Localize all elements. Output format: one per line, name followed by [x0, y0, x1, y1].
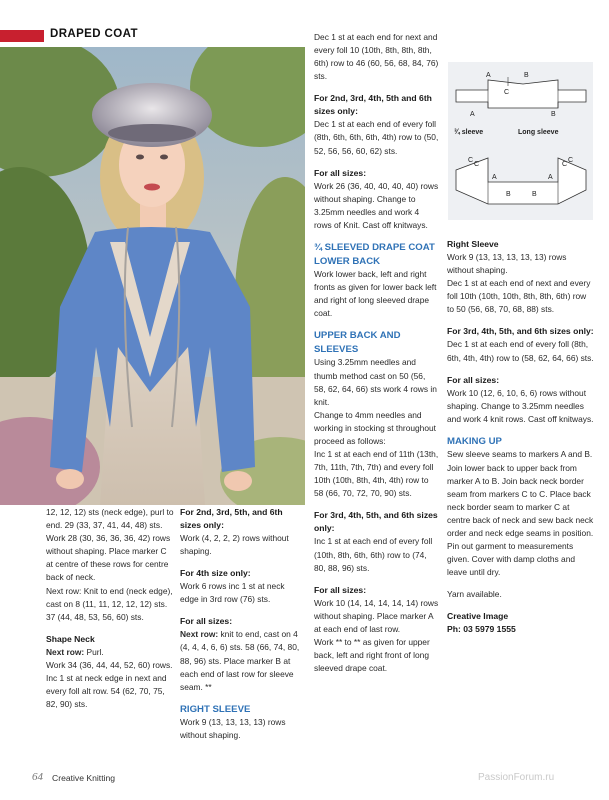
section-heading: For all sizes:	[180, 616, 233, 627]
section-heading: For 2nd, 3rd, 5th, and 6th sizes only:	[180, 507, 283, 530]
section-heading: RIGHT SLEEVE	[180, 703, 251, 715]
text-column-2	[180, 506, 305, 743]
paragraph: Change to 4mm needles and working in stocking st throughout proceed as follows:	[314, 409, 436, 446]
section-heading: For all sizes:	[447, 374, 500, 385]
diagram-label-b-3: B	[506, 191, 511, 198]
section-heading: For 4th size only:	[180, 568, 251, 579]
paragraph: Dec 1 st at each end for next and every foll 10 (10th, 8th, 8th, 8th, 6th) row to 46 (60, 56, 68, 84, 76) sts.	[314, 32, 439, 82]
diagram-label-c-3: C	[468, 157, 474, 164]
credit-heading: Creative Image	[447, 611, 509, 622]
section-heading: For 3rd, 4th, 5th, and 6th sizes only:	[447, 326, 594, 337]
paragraph	[46, 646, 174, 659]
diagram-label-c: C	[504, 89, 510, 96]
paragraph: Inc 1 st at each end of every foll (10th, 8th, 6th, 6th) row to (74, 80, 88, 96) sts.	[314, 536, 433, 573]
diagram-label-a-2: A	[470, 111, 475, 118]
page-title: DRAPED COAT	[50, 28, 138, 40]
diagram-label-a-3: A	[492, 174, 497, 181]
section-heading: For 2nd, 3rd, 4th, 5th and 6th sizes only:	[314, 93, 432, 117]
paragraph: Next row: Knit to end (neck edge), cast on 8 (11, 11, 12, 12, 12) sts. 37 (44, 48, 53, 56, 60) sts.	[46, 585, 173, 622]
credit-phone: Ph: 03 5979 1555	[447, 624, 516, 635]
paragraph: Work 10 (14, 14, 14, 14, 14) rows without shaping. Place marker A at each end of last row.	[314, 597, 439, 634]
paragraph: Work 26 (36, 40, 40, 40, 40) rows without shaping. Change to 3.25mm needles and work 4 rows of Knit. Cast off knitways.	[314, 180, 439, 230]
paragraph: Work 10 (12, 6, 10, 6, 6) rows without shaping. Change to 3.25mm needles and work 4 knit rows. Cast off knitways.	[447, 387, 594, 424]
diagram-label-b-4: B	[532, 191, 537, 198]
paragraph: Yarn available.	[447, 589, 502, 600]
paragraph: 12, 12, 12) sts (neck edge), purl to end. 29 (33, 37, 41, 44, 48) sts.	[46, 507, 174, 531]
diagram-label-c-6: C	[568, 157, 574, 164]
diagram-label-a: A	[486, 72, 491, 79]
text-column-1	[46, 506, 174, 711]
watermark: PassionForum.ru	[478, 772, 555, 783]
section-heading: UPPER BACK AND SLEEVES	[314, 330, 401, 355]
section-heading: For 3rd, 4th, 5th, and 6th sizes only:	[314, 510, 438, 534]
section-heading: MAKING UP	[447, 435, 502, 447]
section-heading: ¾ SLEEVED DRAPE COAT LOWER BACK	[314, 242, 435, 267]
header-accent-bar	[0, 30, 44, 42]
paragraph: Dec 1 st at each end of every foll (8th, 6th, 4th, 4th) row to (58, 62, 64, 66) sts.	[447, 339, 594, 363]
paragraph: Work 9 (13, 13, 13, 13) rows without shaping.	[180, 717, 286, 741]
paragraph: Dec 1 st at each end of next and every foll 10th (10th, 10th, 8th, 8th, 6th) row to 50 (56, 68, 70, 68, 88) sts.	[447, 278, 591, 315]
magazine-name: Creative Knitting	[52, 773, 116, 783]
diagram-label-b: B	[524, 72, 529, 79]
paragraph: Sew sleeve seams to markers A and B. Join lower back to upper back from marker A to B. Join back neck border seam from markers C to C. Place back neck border seam to marker C at centre back of neck and sew back neck order and neck edge seams in position. Pin out garment to measurements given. Cover with damp cloths and leave until dry.	[447, 449, 594, 578]
short-sleeve-label: ¾ sleeve	[454, 129, 484, 136]
paragraph: Work ** to ** as given for upper back, left and right front of long sleeved drape coat.	[314, 637, 430, 674]
text-column-4	[447, 238, 595, 636]
paragraph: Inc 1 st at neck edge in next and every foll alt row. 54 (62, 70, 75, 82, 90) sts.	[46, 673, 167, 710]
paragraph: Work 34 (36, 44, 44, 52, 60) rows.	[46, 659, 173, 670]
paragraph-text: Purl.	[84, 646, 104, 657]
diagram-label-c-5: C	[562, 161, 568, 168]
paragraph: Dec 1 st at each end of every foll (8th, 6th, 6th, 6th, 4th) row to (50, 52, 56, 56, 60, 62) sts.	[314, 119, 439, 156]
bold-label: Next row:	[180, 629, 219, 640]
section-heading: For all sizes:	[314, 167, 367, 178]
section-heading: Shape Neck	[46, 633, 95, 644]
paragraph	[180, 628, 305, 693]
paragraph: Work 6 rows inc 1 st at neck edge in 3rd row (76) sts.	[180, 581, 285, 605]
page-number: 64	[32, 771, 43, 783]
paragraph: Work (4, 2, 2, 2) rows without shaping.	[180, 533, 289, 557]
paragraph: Inc 1 st at each end of 11th (13th, 7th, 11th, 7th, 7th) and every foll 10th (10th, 8th, 4th, 4th) row to 58 (66, 70, 72, 70, 90) sts.	[314, 449, 439, 499]
paragraph: Work 28 (30, 36, 36, 36, 42) rows without shaping. Place marker C at centre of these rows for centre back of neck.	[46, 533, 171, 583]
paragraph: Work 9 (13, 13, 13, 13, 13) rows without shaping.	[447, 252, 567, 276]
bold-label: Next row:	[46, 646, 85, 657]
long-sleeve-label: Long sleeve	[518, 129, 559, 136]
diagram-label-a-4: A	[548, 174, 553, 181]
diagram-label-c-4: C	[474, 161, 480, 168]
model-photo	[0, 47, 305, 505]
section-heading: Right Sleeve	[447, 239, 499, 249]
diagram-label-b-2: B	[551, 111, 556, 118]
section-heading: For all sizes:	[314, 584, 367, 595]
text-column-3	[314, 31, 439, 675]
assembly-diagram	[448, 62, 593, 220]
paragraph-text: knit to end, cast on 4 (4, 4, 4, 6, 6) sts. 58 (66, 74, 80, 88, 96) sts. Place marker B at each end of last row for sleeve seam. **	[180, 629, 300, 692]
paragraph: Using 3.25mm needles and thumb method cast on 50 (56, 58, 62, 64, 66) sts work 4 rows in knit.	[314, 357, 437, 407]
paragraph: Work lower back, left and right fronts as given for lower back left and right of long sleeved drape coat.	[314, 269, 437, 319]
